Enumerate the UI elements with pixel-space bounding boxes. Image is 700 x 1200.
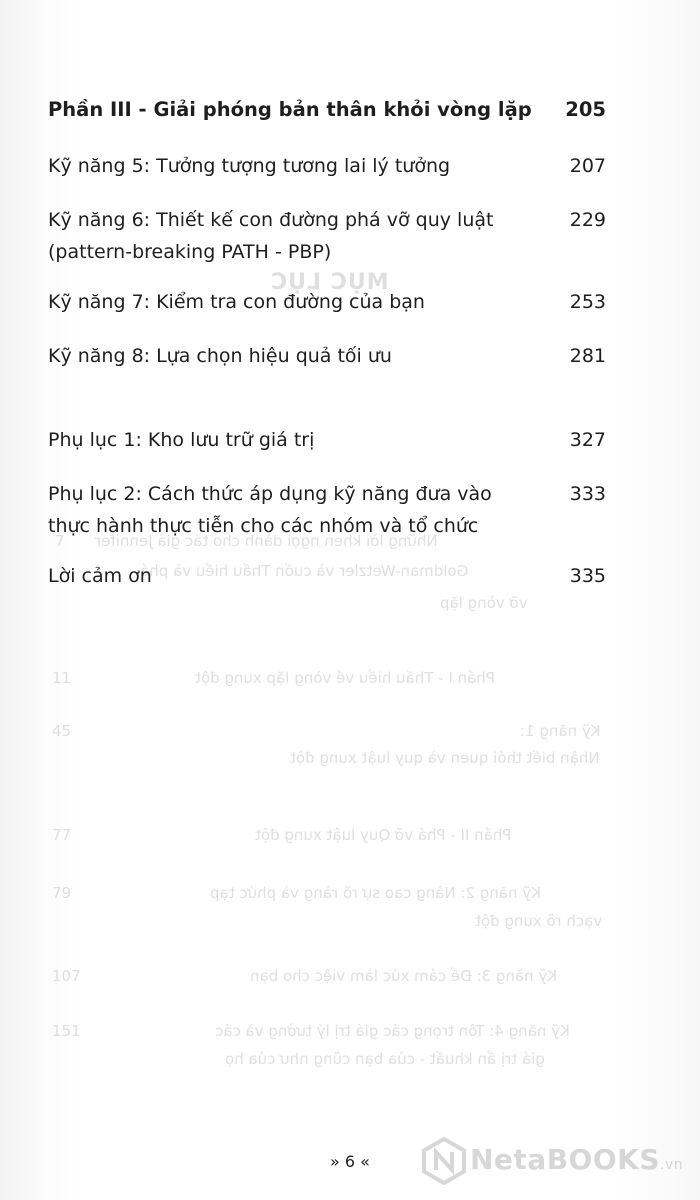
toc-page-number: 205: [565, 98, 606, 121]
netabooks-watermark: [420, 1133, 695, 1193]
watermark-text: [470, 1143, 683, 1176]
toc-entry-title: Kỹ năng 8: Lựa chọn hiệu quả tối ưu: [48, 345, 392, 367]
toc-entry-title: Lời cảm ơn: [48, 565, 152, 587]
toc-entry: [48, 424, 606, 456]
toc-entry-title: Kỹ năng 7: Kiểm tra con đường của bạn: [48, 291, 425, 313]
page-number-footer: » 6 «: [330, 1152, 370, 1171]
bleed-line: Những lời khen ngợi dành cho tác giả Jennifer: [95, 532, 438, 550]
bleed-line: vạch rõ xung đột: [475, 912, 603, 930]
bleed-page: 151: [52, 1022, 81, 1040]
bleed-line: giá trị ẩn khuất - của bạn cũng như của họ: [225, 1050, 545, 1068]
bleed-line: Nhận biết thói quen và quy luật xung đột: [290, 749, 600, 767]
bleed-line: Phần II - Phá vỡ Quy luật xung đột: [255, 826, 512, 844]
bleed-page: 45: [52, 722, 72, 740]
toc-page-number: 253: [569, 291, 606, 313]
bleed-line: Kỹ năng 1:: [520, 722, 601, 740]
toc-page-number: 281: [569, 345, 606, 367]
toc-page-number: 207: [569, 155, 606, 177]
bleed-line: Kỹ năng 3: Để cảm xúc làm việc cho bạn: [250, 967, 558, 985]
toc-entry: [48, 204, 606, 268]
bleed-line: Kỹ năng 4: Tôn trọng các giá trị lý tưởng và các: [215, 1022, 570, 1040]
bleed-page: 11: [52, 669, 72, 687]
bleed-page: 7: [55, 532, 65, 550]
toc-entry: [48, 150, 606, 182]
toc-part-title: Phần III - Giải phóng bản thân khỏi vòng lặp: [48, 98, 532, 121]
toc-entry-title: Kỹ năng 6: Thiết kế con đường phá vỡ quy luật (pattern-breaking PATH - PBP): [48, 209, 494, 263]
netabooks-logo-icon: [420, 1137, 468, 1185]
bleed-page: 79: [52, 884, 72, 902]
toc-page-number: 333: [569, 483, 606, 505]
watermark-tld: .vn: [660, 1157, 684, 1173]
toc-entry: [48, 560, 606, 592]
bleed-heading: MỤC LỤC: [270, 270, 389, 295]
toc-page-number: 327: [569, 429, 606, 451]
toc-page-number: 335: [569, 565, 606, 587]
watermark-brand: NetaBOOKS: [470, 1143, 661, 1176]
toc-page-number: 229: [569, 209, 606, 231]
bleed-line: Kỹ năng 2: Nâng cao sự rõ ràng và phức tạp: [210, 884, 541, 902]
bleed-page: 107: [52, 967, 81, 985]
toc-entry: [48, 286, 606, 318]
toc-entry-title: Phụ lục 2: Cách thức áp dụng kỹ năng đưa vào thực hành thực tiễn cho các nhóm và tổ chức: [48, 483, 492, 537]
bleed-line: Goldman-Wetzler và cuốn Thấu hiểu và phá: [140, 562, 469, 580]
toc-entry: [48, 340, 606, 372]
toc-part-heading: [48, 94, 606, 126]
bleed-line: Phần I - Thấu hiểu về vòng lặp xung đột: [195, 669, 495, 687]
toc-entry: [48, 478, 606, 542]
toc-entry-title: Kỹ năng 5: Tưởng tượng tương lai lý tưởng: [48, 155, 451, 177]
bleed-page: 77: [52, 826, 72, 844]
bleed-line: vỡ vòng lặp: [440, 594, 528, 612]
toc-entry-title: Phụ lục 1: Kho lưu trữ giá trị: [48, 429, 315, 451]
